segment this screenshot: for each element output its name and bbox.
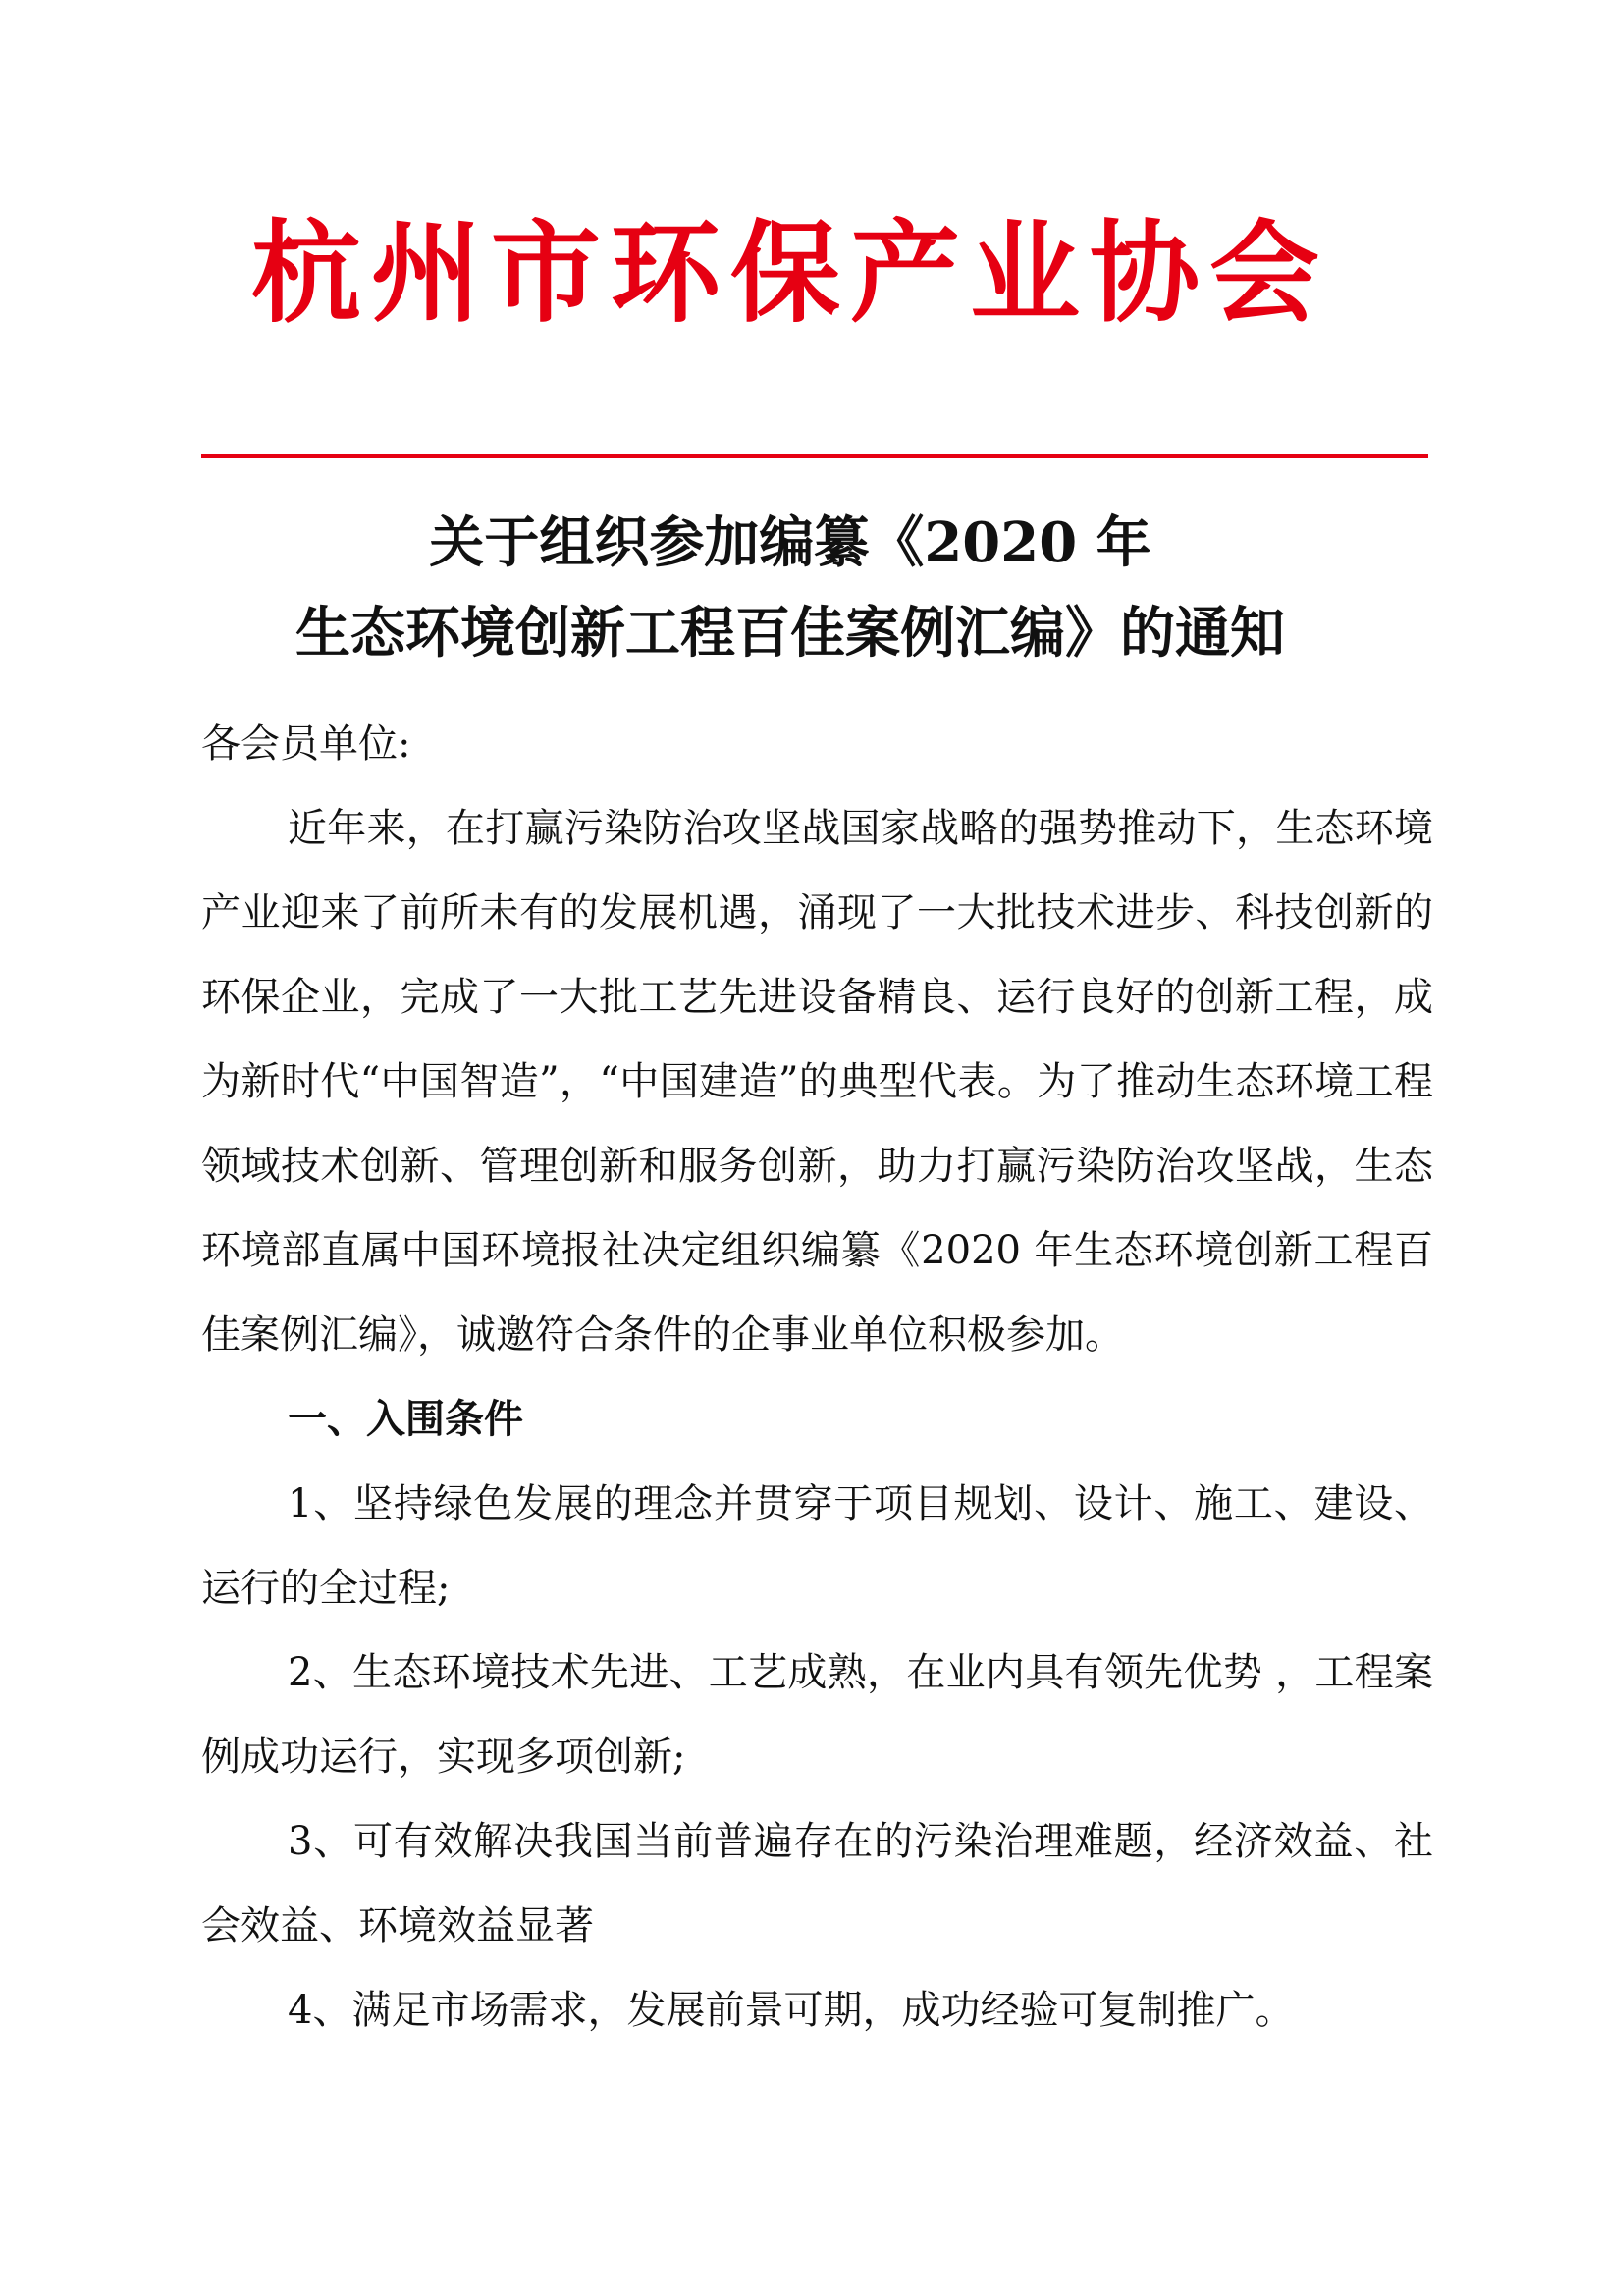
organization-header: 杭州市环保产业协会 [251,209,1329,338]
notice-body [201,702,1433,2053]
condition-item-1: 1、坚持绿色发展的理念并贯穿于项目规划、设计、施工、建设、运行的全过程; [201,1481,1433,1611]
red-divider-line [201,454,1428,458]
intro-paragraph: 近年来，在打赢污染防治攻坚战国家战略的强势推动下，生态环境产业迎来了前所未有的发展机遇，涌现了一大批技术进步、科技创新的环保企业，完成了一大批工艺先进设备精良、运行良好的创新工程，成为新时代“中国智造”，“中国建造”的典型代表。为了推动生态环境工程领域技术创新、管理创新和服务创新，助力打赢污染防治攻坚战，生态环境部直属中国环境报社决定组织编纂《2020 年生态环境创新工程百佳案例汇编》，诚邀符合条件的企事业单位积极参加。 [201,806,1433,1358]
condition-item-2: 2、生态环境技术先进、工艺成熟，在业内具有领先优势 ，工程案例成功运行，实现多项创新; [201,1650,1433,1780]
section-heading-conditions: 一、入围条件 [288,1396,523,1442]
notice-title-line-2: 生态环境创新工程百佳案例汇编》的通知 [295,601,1285,666]
condition-item-3: 3、可有效解决我国当前普遍存在的污染治理难题，经济效益、社会效益、环境效益显著 [201,1819,1433,1949]
notice-title-line-1: 关于组织参加编纂《2020 年 [429,510,1151,575]
condition-item-4: 4、满足市场需求，发展前景可期，成功经验可复制推广。 [288,1988,1295,2033]
salutation: 各会员单位: [201,721,411,767]
